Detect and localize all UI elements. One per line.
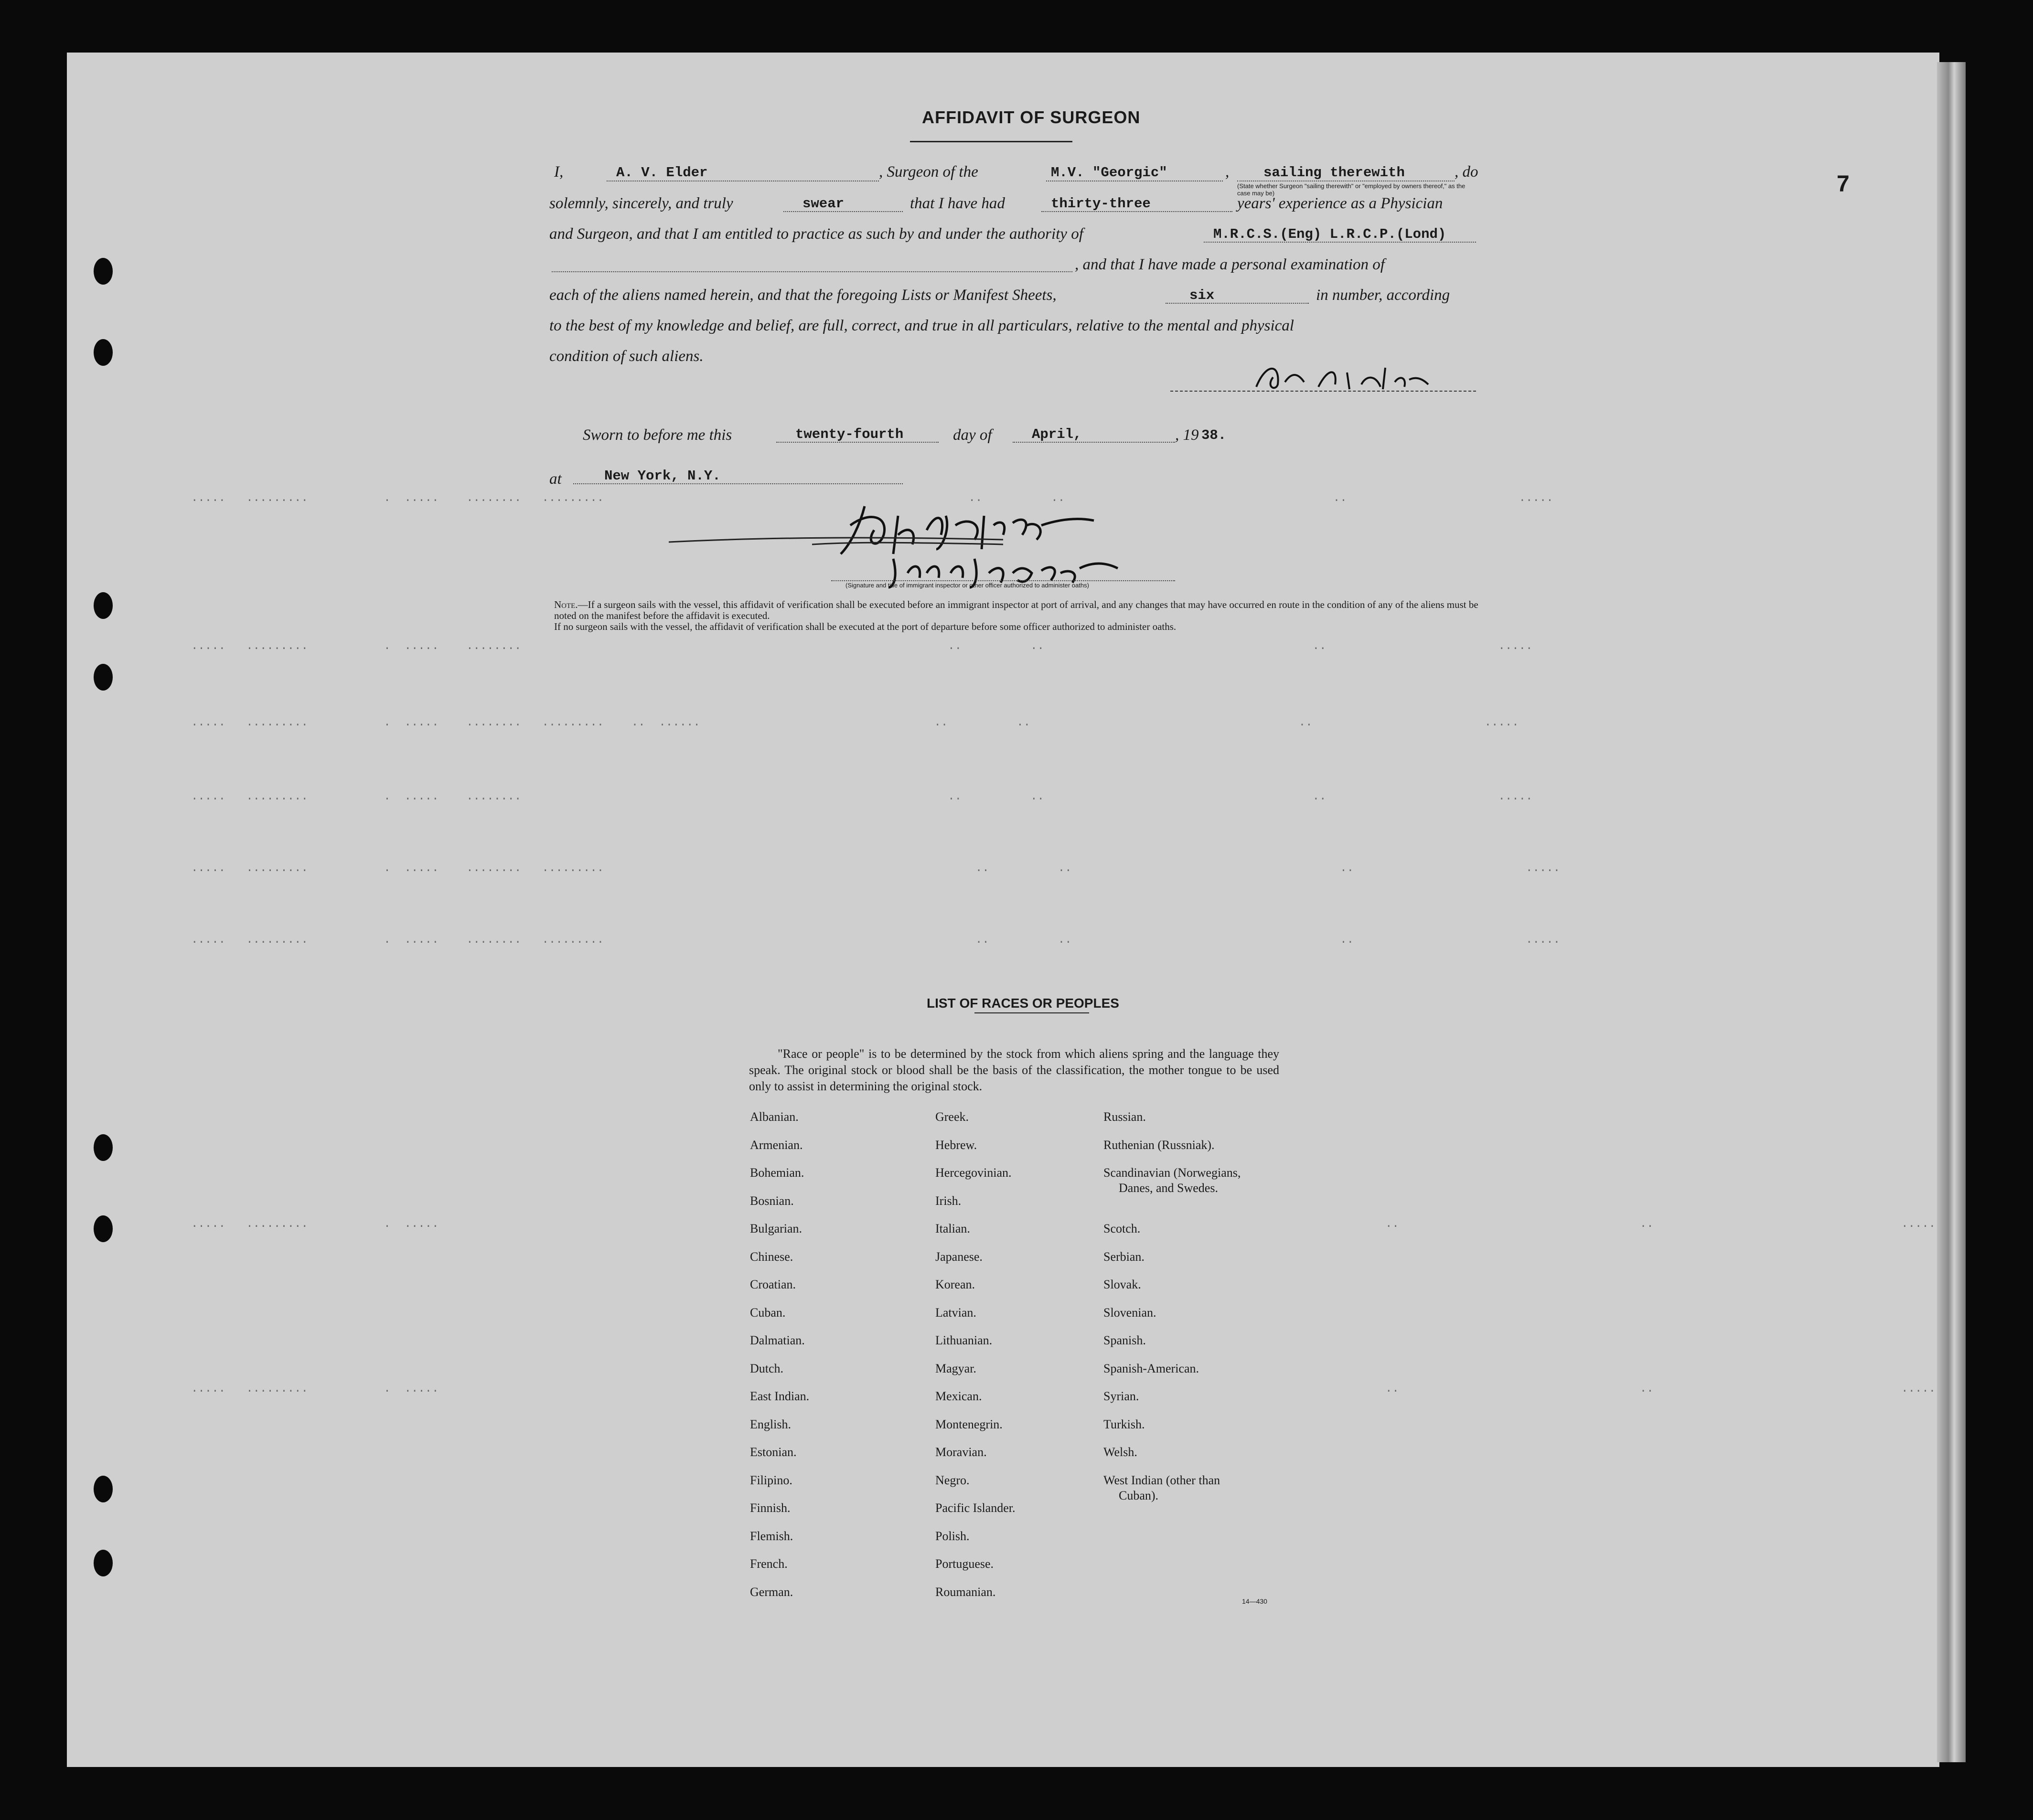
binder-hole	[94, 339, 113, 366]
note-paragraph	[554, 599, 1486, 632]
affidavit-text: , do	[1455, 163, 1478, 181]
place-value: New York, N.Y.	[604, 468, 721, 484]
races-intro: "Race or people" is to be determined by the stock from which aliens spring and the language they speak. The original stock or blood shall be the basis of the classification, the mother tongue to be used only to assist in determining the original stock.	[749, 1047, 1279, 1093]
fill-line	[1041, 211, 1232, 212]
affidavit-text: , Surgeon of the	[879, 163, 978, 181]
note-label: Note.	[554, 599, 578, 610]
fill-line	[1166, 303, 1309, 304]
inspector-signature-scribble	[669, 497, 1185, 592]
race-item: Hercegovinian.	[935, 1166, 1012, 1180]
race-item: Korean.	[935, 1277, 975, 1291]
affidavit-text: to the best of my knowledge and belief, are full, correct, and true in all particulars, relative to the mental and physical	[549, 317, 1294, 334]
fill-line	[783, 211, 903, 212]
affidavit-text: condition of such aliens.	[549, 348, 704, 365]
surgeon-signature	[1252, 358, 1452, 399]
authority-value: M.R.C.S.(Eng) L.R.C.P.(Lond)	[1213, 226, 1446, 242]
race-item: Bosnian.	[750, 1193, 794, 1208]
race-item: Russian.	[1103, 1110, 1146, 1124]
race-item: Turkish.	[1103, 1417, 1145, 1431]
race-item: German.	[750, 1585, 793, 1599]
race-item: Dalmatian.	[750, 1333, 805, 1347]
race-item: Danes, and Swedes.	[1119, 1181, 1218, 1195]
binder-hole	[94, 1550, 113, 1576]
race-item: Bohemian.	[750, 1166, 804, 1180]
binder-hole	[94, 1215, 113, 1242]
affidavit-text: in number, according	[1316, 287, 1450, 304]
race-item: Latvian.	[935, 1305, 976, 1320]
race-item: Slovak.	[1103, 1277, 1141, 1291]
race-item: Finnish.	[750, 1501, 791, 1515]
race-item: Spanish-American.	[1103, 1361, 1199, 1375]
race-item: Croatian.	[750, 1277, 796, 1291]
race-item: Portuguese.	[935, 1557, 994, 1571]
race-item: Moravian.	[935, 1445, 987, 1459]
affidavit-text: years' experience as a Physician	[1237, 195, 1443, 212]
note-text: If no surgeon sails with the vessel, the affidavit of verification shall be executed at the port of departure before some officer authorized to administer oaths.	[554, 621, 1177, 632]
race-item: Spanish.	[1103, 1333, 1146, 1347]
race-item: Albanian.	[750, 1110, 799, 1124]
race-item: Cuban).	[1119, 1488, 1159, 1502]
binder-hole	[94, 258, 113, 285]
vessel-value: M.V. "Georgic"	[1051, 165, 1167, 181]
race-item: Lithuanian.	[935, 1333, 993, 1347]
race-item: Filipino.	[750, 1473, 792, 1487]
binder-hole	[94, 1134, 113, 1161]
sworn-text: Sworn to before me this	[583, 426, 732, 444]
sworn-month-value: April,	[1032, 426, 1082, 442]
fill-line	[552, 271, 1072, 272]
race-item: Mexican.	[935, 1389, 982, 1403]
form-number: 14—430	[1242, 1597, 1267, 1605]
fill-line	[1013, 442, 1175, 443]
inspector-sig-line	[831, 580, 1175, 581]
at-text: at	[549, 470, 562, 488]
stacked-page-edges	[1937, 62, 1966, 1762]
binder-hole	[94, 664, 113, 691]
race-item: Slovenian.	[1103, 1305, 1156, 1320]
surgeon-name-value: A. V. Elder	[616, 165, 708, 181]
title-underline	[910, 141, 1072, 142]
sworn-year-value: 38.	[1201, 427, 1227, 443]
sworn-text: day of	[953, 426, 992, 444]
race-item: Negro.	[935, 1473, 970, 1487]
affidavit-text: , and that I have made a personal examination of	[1075, 256, 1385, 273]
affidavit-text: that I have had	[910, 195, 1005, 212]
oath-value: swear	[802, 196, 845, 212]
race-item: Serbian.	[1103, 1249, 1145, 1264]
sheets-value: six	[1189, 287, 1215, 303]
race-item: Syrian.	[1103, 1389, 1139, 1403]
race-item: Pacific Islander.	[935, 1501, 1016, 1515]
races-title-underline	[974, 1012, 1089, 1013]
race-item: Flemish.	[750, 1529, 793, 1543]
race-item: Hebrew.	[935, 1138, 977, 1152]
race-item: Ruthenian (Russniak).	[1103, 1138, 1215, 1152]
race-item: Irish.	[935, 1193, 962, 1208]
inspector-sig-caption: (Signature and title of immigrant inspector or other officer authorized to administer oaths)	[845, 582, 1089, 589]
race-item: West Indian (other than	[1103, 1473, 1220, 1487]
binder-hole	[94, 592, 113, 619]
race-item: French.	[750, 1557, 788, 1571]
race-item: Welsh.	[1103, 1445, 1137, 1459]
race-item: East Indian.	[750, 1389, 810, 1403]
affidavit-text: I,	[554, 163, 564, 181]
race-item: Scotch.	[1103, 1222, 1141, 1235]
race-item: Cuban.	[750, 1305, 786, 1320]
years-value: thirty-three	[1051, 196, 1151, 212]
affidavit-text: and Surgeon, and that I am entitled to practice as such by and under the authority of	[549, 225, 1083, 243]
race-item: Polish.	[935, 1529, 970, 1543]
affidavit-title: AFFIDAVIT OF SURGEON	[922, 107, 1141, 127]
page-number: 7	[1837, 171, 1850, 197]
race-item: Japanese.	[935, 1249, 983, 1264]
race-item: Chinese.	[750, 1249, 793, 1264]
sworn-day-value: twenty-fourth	[795, 426, 904, 442]
race-item: Scandinavian (Norwegians,	[1103, 1166, 1241, 1180]
race-item: Armenian.	[750, 1138, 803, 1152]
signature-line	[1170, 391, 1476, 392]
note-text: —If a surgeon sails with the vessel, this affidavit of verification shall be executed before an immigrant inspector at port of arrival, and any changes that may have occurred en route in the condition of any of the aliens must be noted on the manifest before the affidavit is executed.	[554, 599, 1478, 621]
race-item: Greek.	[935, 1110, 969, 1124]
race-item: Italian.	[935, 1222, 970, 1235]
race-item: Dutch.	[750, 1361, 784, 1375]
fill-line	[573, 483, 903, 484]
race-item: Magyar.	[935, 1361, 976, 1375]
race-item: Bulgarian.	[750, 1222, 802, 1235]
binder-hole	[94, 1476, 113, 1502]
affidavit-text: each of the aliens named herein, and that the foregoing Lists or Manifest Sheets,	[549, 287, 1057, 304]
race-item: Estonian.	[750, 1445, 797, 1459]
sailing-note: (State whether Surgeon "sailing therewith" or "employed by owners thereof," as the case may be)	[1237, 182, 1466, 197]
races-list-title: LIST OF RACES OR PEOPLES	[927, 996, 1119, 1011]
sailing-status-value: sailing therewith	[1263, 165, 1405, 181]
affidavit-text: ,	[1225, 163, 1230, 181]
sworn-text: , 19	[1175, 426, 1199, 444]
fill-line	[1204, 242, 1476, 243]
race-item: English.	[750, 1417, 791, 1431]
race-item: Montenegrin.	[935, 1417, 1003, 1431]
affidavit-text: solemnly, sincerely, and truly	[549, 195, 733, 212]
fill-line	[776, 442, 939, 443]
race-item: Roumanian.	[935, 1585, 996, 1599]
